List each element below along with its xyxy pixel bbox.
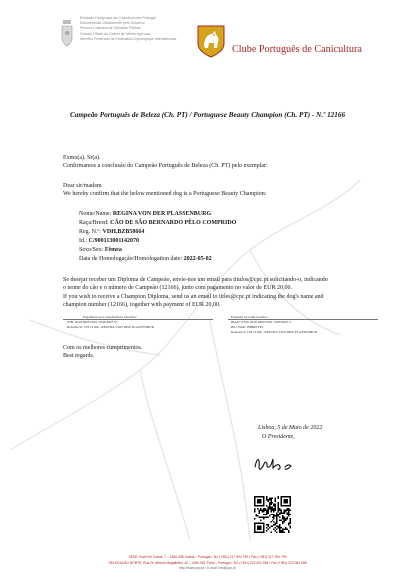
dog-sex: Fêmea (104, 247, 122, 253)
payment-en-reference: Reference: CH 12166 - REGINA VON DER PLASSENBUR (231, 330, 317, 334)
dog-sex-row (79, 246, 122, 254)
header-line: Pessoa Colectiva de Utilidade Pública (80, 26, 141, 31)
closing-en: Best regards. (63, 353, 95, 359)
payment-pt-account: NIB: 0018 0000 0201 7946 0825 51 (67, 320, 118, 324)
diploma-info-en-line1: If you wish to receive a Champion Diploma, send us an email to titles@cpc.pt indicating the dog's name and (63, 294, 324, 300)
diploma-info-pt-line1: Se desejar receber um Diploma de Campeão, envie-nos um email para titulos@cpc.pt solicitando-o, indicando (63, 277, 328, 283)
payment-en-swift: BIC/Swift: BBRIPTPL (231, 325, 264, 329)
dog-id-row (79, 237, 139, 245)
dog-name-row (79, 210, 211, 218)
dog-reg-label: Reg. N.º: (79, 229, 102, 235)
greeting-pt: Exmo(a). Sr(a). (63, 155, 101, 161)
header-line: Grande Oficial da Ordem de Mérito Agrícola (80, 31, 150, 36)
club-logo-icon (196, 24, 226, 58)
footer (0, 555, 415, 572)
confirmation-pt: Confirmamos a conclusão do Campeão Português de Beleza (Ch. PT) pelo exemplar: (63, 163, 268, 169)
homologation-date: 2022-05-02 (183, 256, 212, 262)
confirmation-en: We hereby confirm that the below mentioned dog is a Portuguese Beauty Champion: (63, 191, 267, 197)
homologation-date-row (79, 255, 212, 263)
diploma-info-pt-line2: o nome do cão e o número de Campeão (12166), junto com pagamento no valor de EUR 20,00. (63, 285, 292, 291)
dog-name: REGINA VON DER PLASSENBURG (112, 211, 212, 217)
header-line: Entidade Designada de Cinicultura em Portugal (80, 16, 156, 20)
payment-pt-reference: Referência: CH 12166 - REGINA VON DER PLASSENBUR (67, 325, 154, 329)
closing-pt: Com os melhores cumprimentos. (63, 345, 143, 351)
payment-en-account: IBAN: PT50 0018 0000 0201 7946 0825 5 (231, 320, 291, 324)
verification-qr-code[interactable] (254, 496, 291, 533)
dog-sex-label: Sexo/Sex: (79, 247, 104, 253)
footer-north-delegation: DELEGAÇÃO NORTE: Rua Dr. Alfredo Magalhães, 42 – 4000-061 Porto – Portugal • Tel. (+351) 222 002 594 • Fax (+351) 222 081 698 (108, 560, 307, 565)
signatory-role: O Presidente, (262, 434, 295, 440)
header-line: Membro Federado da Fédération Cynologique Internationale (80, 36, 177, 41)
president-signature (251, 453, 301, 475)
dog-breed-row (79, 219, 236, 227)
certificate-title: Campeão Português de Beleza (Ch. PT) / Portuguese Beauty Champion (Ch. PT) - N.º 12166 (69, 111, 346, 119)
footer-web-email: http://www.cpc.pt • E-mail: info@cpc.pt (179, 566, 236, 571)
dog-name-label: Nome/Name: (79, 211, 112, 217)
dog-reg-row (79, 228, 144, 236)
dog-id: C/900113001142070 (88, 238, 140, 244)
place-date: Lisboa, 5 de Maio de 2022 (258, 425, 323, 431)
header-institution-lines (80, 16, 200, 42)
diploma-info-en-line2: champion number (12166), together with payment of EUR 20,00. (63, 302, 221, 308)
homologation-date-label: Data de Homologação/Homologation date: (79, 256, 183, 262)
club-name: Clube Português de Canicultura (232, 44, 362, 55)
coat-of-arms-icon (60, 18, 74, 48)
dog-reg-number: VDH.BZB58664 (102, 229, 145, 235)
greeting-en: Dear sir/madam (63, 183, 102, 189)
header-line: Reconhecida Oficialmente pelo Governo (80, 21, 145, 26)
dog-breed-label: Raça/Breed: (79, 220, 109, 226)
dog-id-label: Id.: (79, 238, 88, 244)
footer-headquarters: SEDE: Rua Frei Carlos, 7 – 1600-095 Lisboa – Portugal • Tel. (+351) 217 994 790 • Fax (+351) 217 994 799 (128, 555, 287, 559)
payment-en-heading: Payment by bank transfer: (231, 315, 268, 319)
dog-breed: CÃO DE SÃO BERNARDO PÊLO COMPRIDO (110, 220, 237, 226)
payment-pt-heading: Pagamento por transferência bancária: (83, 315, 137, 319)
